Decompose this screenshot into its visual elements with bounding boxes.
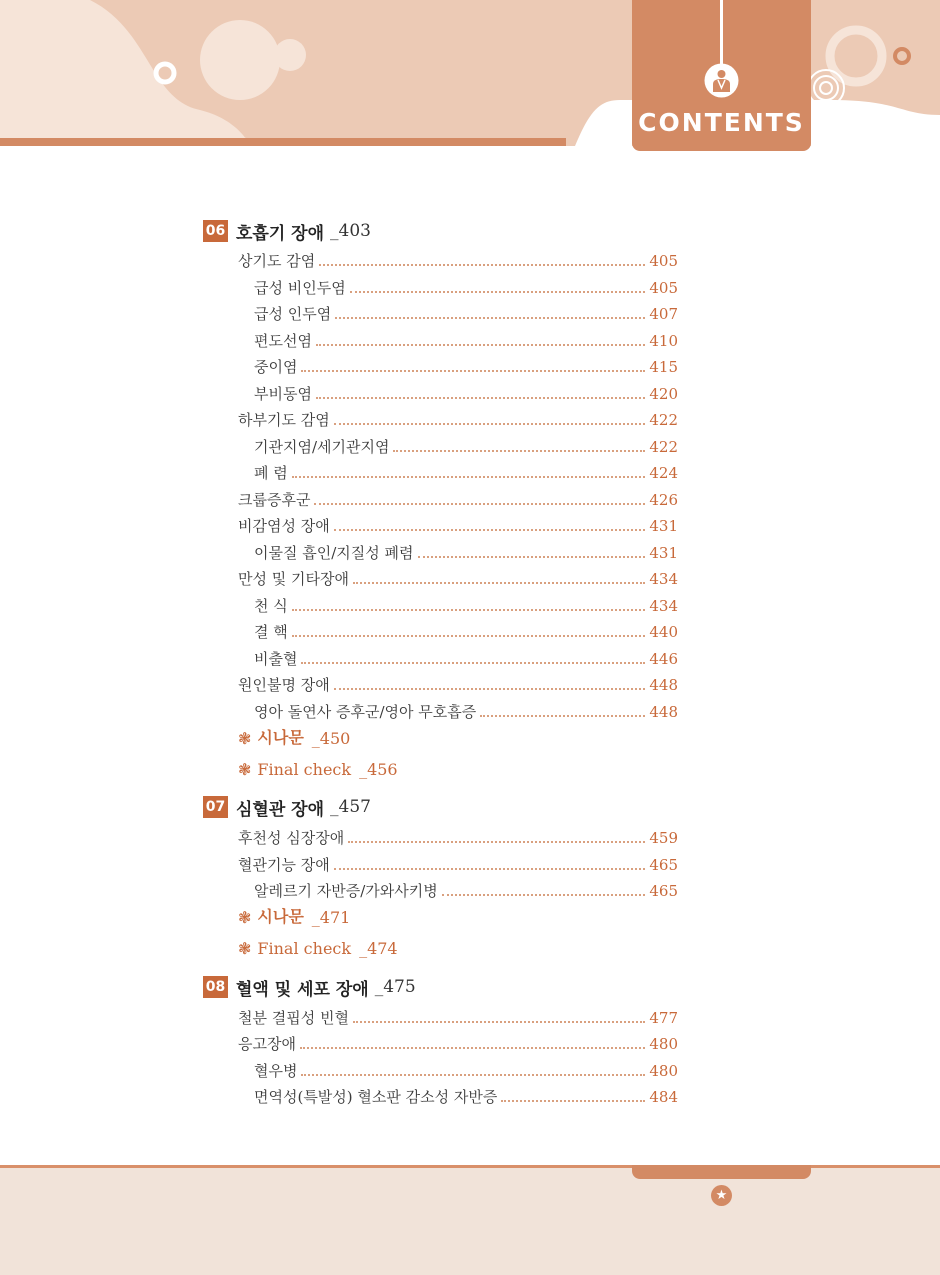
- dot-leader: [292, 609, 646, 611]
- toc-entry-page: 465: [649, 882, 678, 900]
- toc-entry-title: 하부기도 감염: [238, 411, 330, 429]
- toc-entry-title: 혈관기능 장애: [238, 856, 330, 874]
- toc-entry-page: 420: [649, 385, 678, 403]
- toc-entry-title: 급성 인두염: [254, 305, 332, 323]
- toc-entry[interactable]: [254, 460, 678, 482]
- dot-leader: [334, 688, 646, 690]
- toc-entry-title: 이물질 흡인/지질성 폐렴: [254, 544, 414, 562]
- dot-leader: [334, 423, 646, 425]
- page-footer: [0, 1165, 940, 1275]
- toc-entry-page: 434: [649, 570, 678, 588]
- chapter-title: 호흡기 장애: [236, 223, 325, 244]
- special-title: 시나문: [257, 907, 304, 926]
- toc-entry-title: 중이염: [254, 358, 298, 376]
- toc-entry-page: 410: [649, 332, 678, 350]
- dot-leader: [334, 529, 646, 531]
- toc-entry[interactable]: [254, 646, 678, 668]
- toc-entry-title: 크룹증후군: [238, 491, 311, 509]
- toc-entry-page: 431: [649, 544, 678, 562]
- dot-leader: [334, 868, 646, 870]
- dot-leader: [301, 370, 645, 372]
- chapter-page: _475: [374, 977, 416, 997]
- toc-entry-page: 446: [649, 650, 678, 668]
- toc-entry[interactable]: [254, 699, 678, 721]
- toc-entry[interactable]: [238, 487, 678, 509]
- dot-leader: [480, 715, 645, 717]
- toc-entry[interactable]: [238, 825, 678, 847]
- toc-entry-page: 405: [649, 252, 678, 270]
- toc-entry[interactable]: [238, 852, 678, 874]
- dot-leader: [316, 397, 645, 399]
- contents-title: CONTENTS: [638, 108, 805, 137]
- special-title: 시나문: [257, 728, 304, 747]
- toc-entry[interactable]: [238, 248, 678, 270]
- toc-entry-page: 415: [649, 358, 678, 376]
- special-page: _456: [359, 760, 398, 779]
- toc-entry-page: 405: [649, 279, 678, 297]
- toc-entry-title: 만성 및 기타장애: [238, 570, 349, 588]
- footer-tab: [632, 1165, 811, 1179]
- toc-entry-page: 424: [649, 464, 678, 482]
- toc-entry[interactable]: [254, 593, 678, 615]
- dot-leader: [292, 635, 646, 637]
- dot-leader: [350, 291, 646, 293]
- toc-entry-page: 448: [649, 676, 678, 694]
- toc-entry-title: 알레르기 자반증/가와사키병: [254, 882, 438, 900]
- flower-bullet-icon: ❃: [238, 760, 252, 779]
- toc-entry[interactable]: [238, 566, 678, 588]
- chapter-title: 심혈관 장애: [236, 799, 325, 820]
- toc-entry-page: 422: [649, 438, 678, 456]
- toc-entry-title: 기관지염/세기관지염: [254, 438, 390, 456]
- toc-entry-title: 후천성 심장장애: [238, 829, 345, 847]
- dot-leader: [393, 450, 645, 452]
- dot-leader: [316, 344, 645, 346]
- toc-entry[interactable]: [254, 434, 678, 456]
- toc-entry-title: 편도선염: [254, 332, 312, 350]
- toc-entry-title: 원인불명 장애: [238, 676, 330, 694]
- toc-entry-page: 484: [649, 1088, 678, 1106]
- dot-leader: [319, 264, 645, 266]
- chapter-06-heading[interactable]: [203, 219, 371, 243]
- dot-leader: [301, 1074, 645, 1076]
- dot-leader: [501, 1100, 645, 1102]
- toc-entry-title: 철분 결핍성 빈혈: [238, 1009, 349, 1027]
- toc-entry-title: 응고장애: [238, 1035, 296, 1053]
- toc-entry[interactable]: [254, 619, 678, 641]
- special-section-link[interactable]: [238, 757, 398, 779]
- toc-entry[interactable]: [254, 301, 678, 323]
- special-page: _471: [311, 908, 351, 927]
- dot-leader: [348, 841, 645, 843]
- toc-entry-page: 480: [649, 1035, 678, 1053]
- dot-leader: [314, 503, 645, 505]
- toc-entry[interactable]: [254, 540, 678, 562]
- dot-leader: [300, 1047, 645, 1049]
- toc-entry[interactable]: [254, 275, 678, 297]
- dot-leader: [418, 556, 646, 558]
- chapter-page: _403: [330, 221, 371, 241]
- toc-entry-page: 477: [649, 1009, 678, 1027]
- toc-entry-title: 결 핵: [254, 623, 288, 641]
- toc-entry-title: 비감염성 장애: [238, 517, 330, 535]
- toc-entry-title: 비출혈: [254, 650, 298, 668]
- toc-entry-title: 상기도 감염: [238, 252, 316, 270]
- toc-entry-title: 부비동염: [254, 385, 312, 403]
- toc-entry[interactable]: [254, 328, 678, 350]
- toc-entry[interactable]: [238, 407, 678, 429]
- star-icon: ★: [711, 1185, 732, 1206]
- toc-entry[interactable]: [238, 1031, 678, 1053]
- special-title: Final check: [257, 939, 352, 958]
- special-section-link[interactable]: [238, 936, 398, 958]
- toc-entry-title: 천 식: [254, 597, 288, 615]
- special-page: _474: [359, 939, 398, 958]
- dot-leader: [353, 1021, 645, 1023]
- dot-leader: [301, 662, 645, 664]
- toc-entry[interactable]: [238, 513, 678, 535]
- toc-entry-page: 448: [649, 703, 678, 721]
- dot-leader: [335, 317, 645, 319]
- toc-entry-title: 면역성(특발성) 혈소판 감소성 자반증: [254, 1088, 498, 1106]
- toc-entry-title: 영아 돌연사 증후군/영아 무호흡증: [254, 703, 477, 721]
- special-section-link[interactable]: [238, 726, 350, 748]
- dot-leader: [353, 582, 645, 584]
- toc-entry-page: 422: [649, 411, 678, 429]
- chapter-number: 08: [203, 976, 228, 998]
- toc-entry-page: 440: [649, 623, 678, 641]
- flower-bullet-icon: ❃: [238, 939, 252, 958]
- chapter-title: 혈액 및 세포 장애: [236, 979, 369, 1000]
- toc-entry[interactable]: [254, 1084, 678, 1106]
- toc-entry[interactable]: [254, 381, 678, 403]
- dot-leader: [292, 476, 646, 478]
- toc-entry-title: 급성 비인두염: [254, 279, 346, 297]
- toc-entry[interactable]: [254, 1058, 678, 1080]
- chapter-07-heading[interactable]: [203, 795, 371, 819]
- chapter-number: 07: [203, 796, 228, 818]
- toc-entry-page: 407: [649, 305, 678, 323]
- toc-entry-title: 혈우병: [254, 1062, 298, 1080]
- chapter-number: 06: [203, 220, 228, 242]
- toc-entry-page: 431: [649, 517, 678, 535]
- toc-entry-page: 480: [649, 1062, 678, 1080]
- chapter-08-heading[interactable]: [203, 975, 416, 999]
- flower-bullet-icon: ❃: [238, 908, 252, 927]
- toc-entry[interactable]: [238, 1005, 678, 1027]
- toc-entry[interactable]: [254, 354, 678, 376]
- dot-leader: [442, 894, 646, 896]
- toc-entry[interactable]: [254, 878, 678, 900]
- toc-entry-page: 465: [649, 856, 678, 874]
- special-title: Final check: [257, 760, 352, 779]
- special-section-link[interactable]: [238, 905, 350, 927]
- toc-entry-page: 459: [649, 829, 678, 847]
- toc-entry-page: 426: [649, 491, 678, 509]
- flower-bullet-icon: ❃: [238, 729, 252, 748]
- toc-entry[interactable]: [238, 672, 678, 694]
- toc-entry-page: 434: [649, 597, 678, 615]
- chapter-page: _457: [330, 797, 371, 817]
- special-page: _450: [311, 729, 351, 748]
- toc-entry-title: 폐 렴: [254, 464, 288, 482]
